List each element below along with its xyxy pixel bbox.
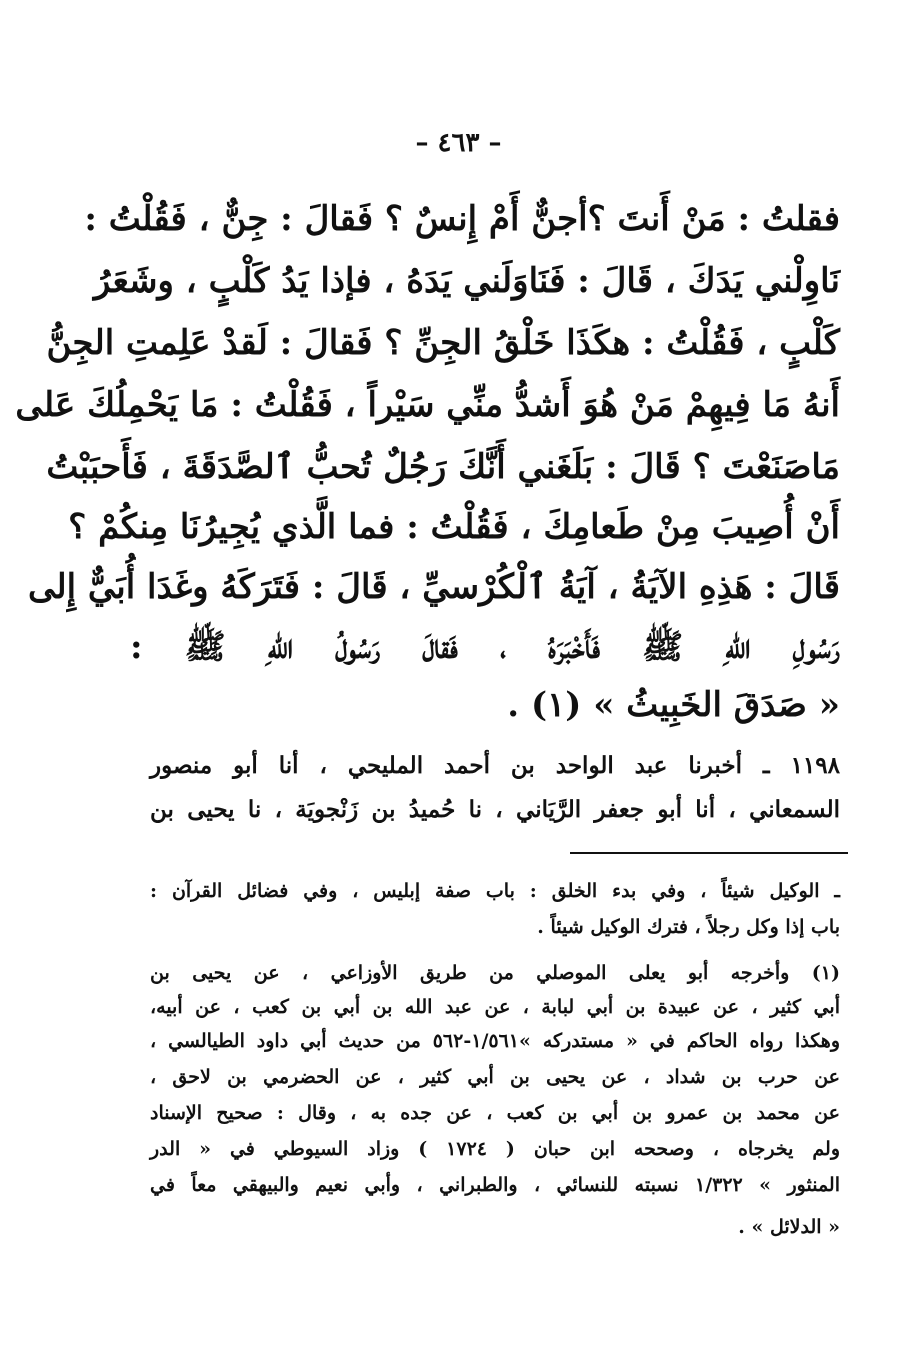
hadith-text-line: ١١٩٨ ـ أخبرنا عبد الواحد بن أحمد المليحي ، أنا أبو منصور <box>150 752 840 779</box>
footnote-line: (١) وأخرجه أبو يعلى الموصلي من طريق الأوزاعي ، عن يحيى بن <box>150 962 840 984</box>
main-text-line: نَاوِلْني يَدَكَ ، قَالَ : فَنَاوَلَني يَدَهُ ، فإذا يَدُ كَلْبٍ ، وشَعَرُ <box>93 261 840 301</box>
footnote-line: وهكذا رواه الحاكم في « مستدركه »١/٥٦١-٥٦٢ من حديث أبي داود الطيالسي ، <box>150 1030 840 1052</box>
main-text-line: « صَدَقَ الخَبِيثُ » (١) . <box>507 685 840 725</box>
footnote-divider <box>570 852 848 854</box>
footnote-line: أبي كثير ، عن عبيدة بن أبي لبابة ، عن عبد الله بن أبي بن كعب ، عن أبيه، <box>150 996 840 1018</box>
footnote-line: باب إذا وكل رجلاً ، فترك الوكيل شيئاً . <box>537 916 840 938</box>
page-number: – ٤٦٣ – <box>415 128 502 158</box>
main-text-line: قَالَ : هَذِهِ الآيَةُ ، آيَةُ ٱلْكُرْسيِّ ، قَالَ : فَتَرَكَهُ وغَدَا أُبَيٌّ إِلى <box>27 567 840 607</box>
footnote-line: المنثور » ١/٣٢٢ نسبته للنسائي ، والطبراني ، وأبي نعيم والبيهقي معاً في <box>150 1174 840 1196</box>
main-text-line: فقلتُ : مَنْ أَنتَ ؟أجنٌّ أَمْ إِنسٌ ؟ فَقالَ : جِنٌّ ، فَقُلْتُ : <box>84 199 840 239</box>
footnote-line: « الدلائل » . <box>738 1216 840 1238</box>
main-text-line: رَسُولِ اللهِ ﷺ فَأَخْبَرَهُ ، فَقالَ رَسُولُ اللهِ ﷺ : <box>130 627 840 667</box>
footnote-line: ولم يخرجاه ، وصححه ابن حبان ( ١٧٢٤ ) وزاد السيوطي في « الدر <box>150 1138 840 1160</box>
footnote-line: ـ الوكيل شيئاً ، وفي بدء الخلق : باب صفة إبليس ، وفي فضائل القرآن : <box>150 880 840 902</box>
main-text-line: كَلْبٍ ، فَقُلْتُ : هكَذَا خَلْقُ الجِنِّ ؟ فَقالَ : لَقدْ عَلِمتِ الجِنُّ <box>46 323 840 363</box>
footnote-line: عن محمد بن عمرو بن أبي بن كعب ، عن جده به ، وقال : صحيح الإسناد <box>150 1102 840 1124</box>
main-text-line: أَنهُ مَا فِيهِمْ مَنْ هُوَ أَشدُّ منِّي سَيْراً ، فَقُلْتُ : مَا يَحْمِلُكَ عَلى <box>15 385 840 425</box>
main-text-line: مَاصَنَعْتَ ؟ قَالَ : بَلَغَني أَنَّكَ رَجُلٌ تُحبُّ ٱلصَّدَقَةَ ، فَأَحبَبْتُ <box>46 447 840 487</box>
hadith-text-line: السمعاني ، أنا أبو جعفر الرَّيَاني ، نا حُميدُ بن زَنْجويَة ، نا يحيى بن <box>150 796 840 823</box>
footnote-line: عن حرب بن شداد ، عن يحيى بن أبي كثير ، عن الحضرمي بن لاحق ، <box>150 1066 840 1088</box>
main-text-line: أَنْ أُصِيبَ مِنْ طَعامِكَ ، فَقُلْتُ : فما الَّذي يُجِيرُنَا مِنكُمْ ؟ <box>68 507 840 547</box>
